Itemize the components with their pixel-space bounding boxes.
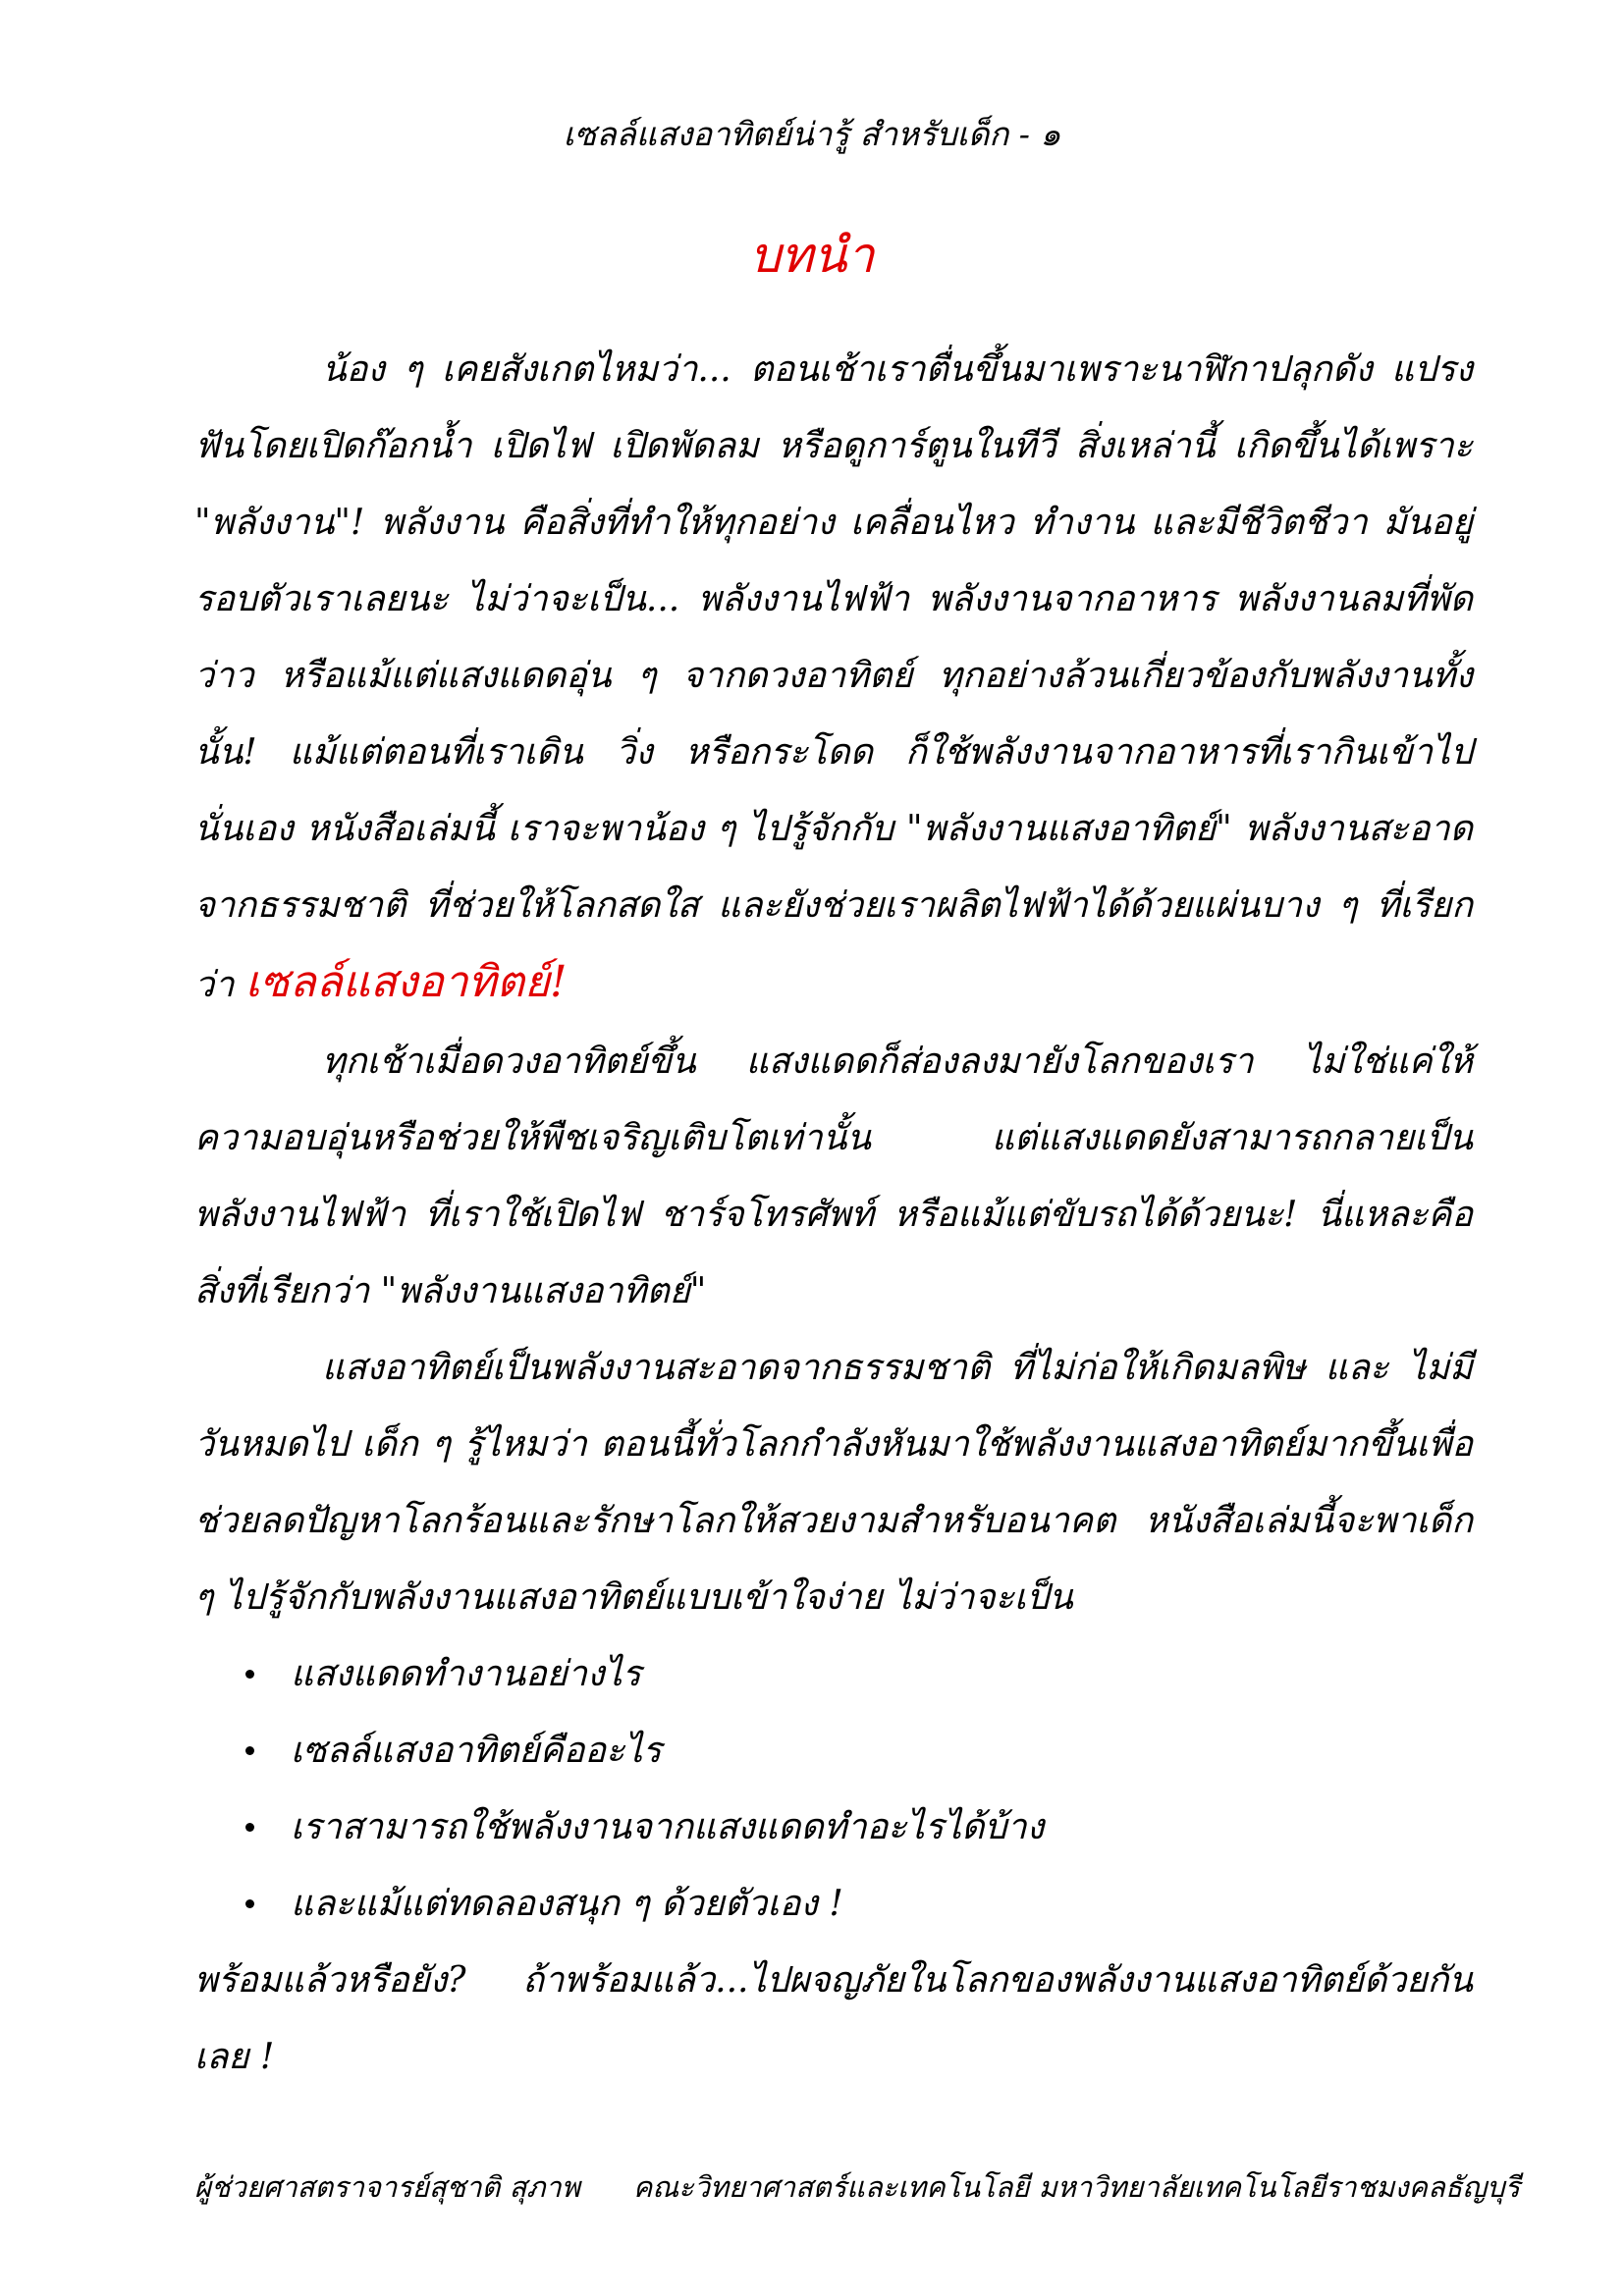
list-item: [245, 1866, 1473, 1943]
paragraph-introduction: [194, 332, 1473, 1024]
list-item: [245, 1636, 1473, 1713]
closing-paragraph: พร้อมแล้วหรือยัง? ถ้าพร้อมแล้ว...ไปผจญภัยในโลกของพลังงานแสงอาทิตย์ด้วยกันเลย !: [194, 1960, 1473, 2077]
highlight-solar-cell: เซลล์แสงอาทิตย์!: [244, 957, 568, 1007]
bullet-dot-icon: [245, 1746, 254, 1755]
footer-affiliation: คณะวิทยาศาสตร์และเทคโนโลยี มหาวิทยาลัยเทคโนโลยีราชมงคลธัญบุรี: [632, 2170, 1521, 2204]
paragraph-morning-sun: ทุกเช้าเมื่อดวงอาทิตย์ขึ้น แสงแดดก็ส่องลงมายังโลกของเรา ไม่ใช่แค่ให้ความอบอุ่นหรือช่วยให้พืชเจริญเติบโตเท่านั้น แต่แสงแดดยังสามารถกลายเป็น พลังงานไฟฟ้า ที่เราใช้เปิดไฟ ชาร์จโทรศัพท์ หรือแม้แต่ขับรถได้ด้วยนะ! นี่แหละคือสิ่งที่เรียกว่า "พลังงานแสงอาทิตย์": [194, 1041, 1473, 1311]
topic-list: [194, 1636, 1473, 1943]
list-item-text: และแม้แต่ทดลองสนุก ๆ ด้วยตัวเอง !: [291, 1884, 843, 1924]
chapter-title: บทนำ: [749, 227, 875, 284]
list-item: [245, 1789, 1473, 1866]
paragraph-introduction-text: น้อง ๆ เคยสังเกตไหมว่า... ตอนเช้าเราตื่นขึ้นมาเพราะนาฬิกาปลุกดัง แปรงฟันโดยเปิดก๊อกน้ำ เปิดไฟ เปิดพัดลม หรือดูการ์ตูนในทีวี สิ่งเหล่านี้ เกิดขึ้นได้เพราะ "พลังงาน"! พลังงาน คือสิ่งที่ทำให้ทุกอย่าง เคลื่อนไหว ทำงาน และมีชีวิตชีวา มันอยู่รอบตัวเราเลยนะ ไม่ว่าจะเป็น... พลังงานไฟฟ้า พลังงานจากอาหาร พลังงานลมที่พัดว่าว หรือแม้แต่แสงแดดอุ่น ๆ จากดวงอาทิตย์ ทุกอย่างล้วนเกี่ยวข้องกับพลังงานทั้งนั้น! แม้แต่ตอนที่เราเดิน วิ่ง หรือกระโดด ก็ใช้พลังงานจากอาหารที่เรากินเข้าไปนั่นเอง หนังสือเล่มนี้ เราจะพาน้อง ๆ ไปรู้จักกับ "พลังงานแสงอาทิตย์" พลังงานสะอาดจากธรรมชาติ ที่ช่วยให้โลกสดใส และยังช่วยเราผลิตไฟฟ้าได้ด้วยแผ่นบาง ๆ ที่เรียกว่า: [194, 349, 1473, 1005]
footer-author: ผู้ช่วยศาสตราจารย์สุชาติ สุภาพ: [194, 2170, 580, 2204]
list-item-text: แสงแดดทำงานอย่างไร: [291, 1654, 642, 1694]
list-item: [245, 1713, 1473, 1789]
bullet-dot-icon: [245, 1823, 254, 1832]
list-item-text: เซลล์แสงอาทิตย์คืออะไร: [291, 1731, 662, 1771]
bullet-dot-icon: [245, 1670, 254, 1679]
body-text: [194, 332, 1473, 2096]
bullet-dot-icon: [245, 1899, 254, 1908]
running-header: เซลล์แสงอาทิตย์น่ารู้ สำหรับเด็ก - ๑: [563, 115, 1061, 153]
list-item-text: เราสามารถใช้พลังงานจากแสงแดดทำอะไรได้บ้าง: [291, 1807, 1045, 1847]
paragraph-clean-energy: แสงอาทิตย์เป็นพลังงานสะอาดจากธรรมชาติ ที่ไม่ก่อให้เกิดมลพิษ และ ไม่มีวันหมดไป เด็ก ๆ รู้ไหมว่า ตอนนี้ทั่วโลกกำลังหันมาใช้พลังงานแสงอาทิตย์มากขึ้นเพื่อช่วยลดปัญหาโลกร้อนและรักษาโลกให้สวยงามสำหรับอนาคต หนังสือเล่มนี้จะพาเด็ก ๆ ไปรู้จักกับพลังงานแสงอาทิตย์แบบเข้าใจง่าย ไม่ว่าจะเป็น: [194, 1348, 1473, 1618]
page-footer: [194, 2167, 1521, 2207]
